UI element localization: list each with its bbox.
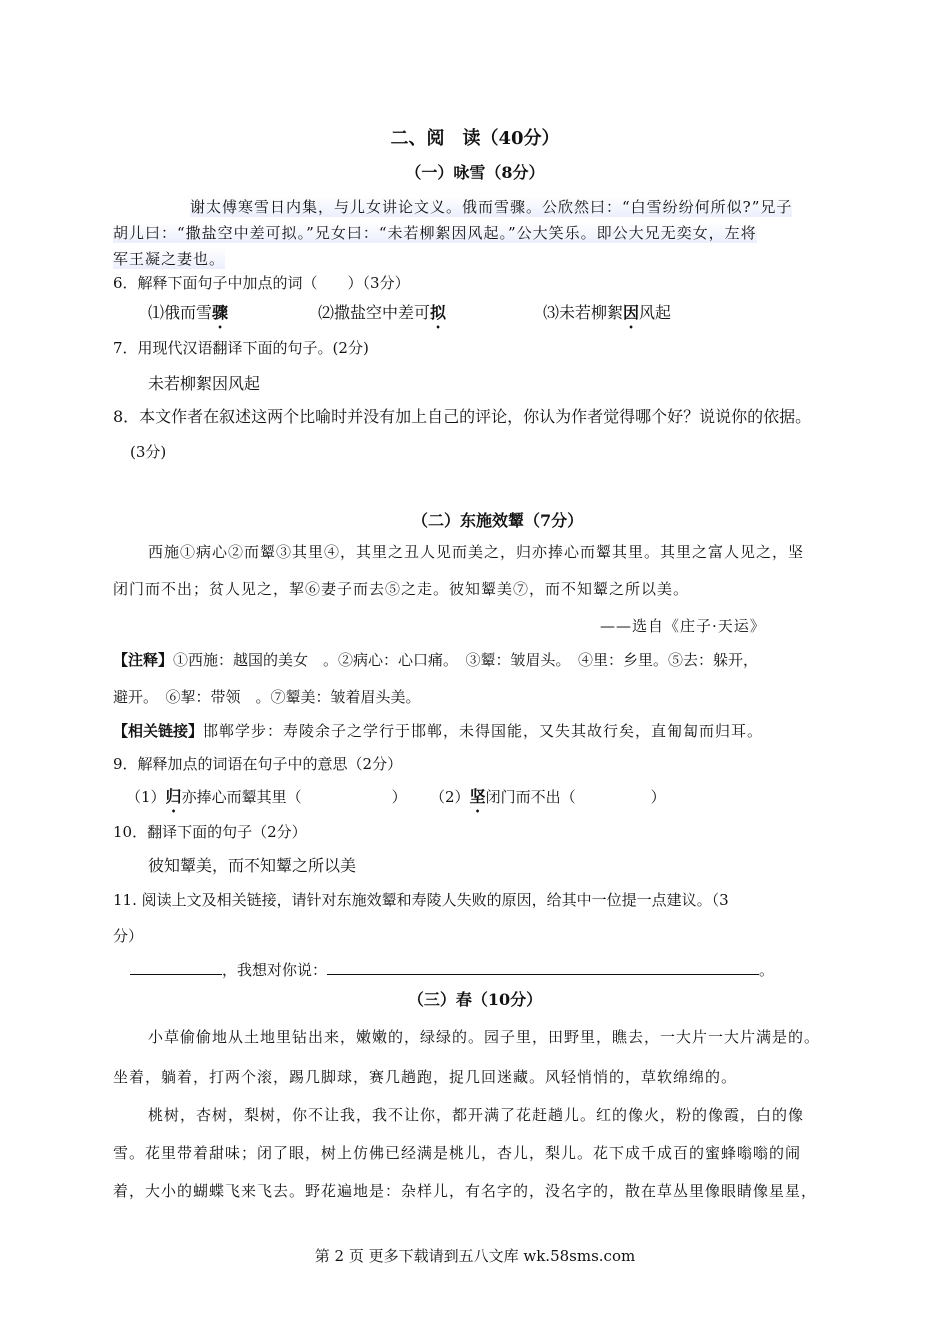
dotted-word: 归 bbox=[165, 787, 182, 806]
part2-notes-line: 避开。 ⑥挈：带领 。⑦颦美：皱着眉头美。 bbox=[113, 688, 421, 706]
question-11-cont: 分） bbox=[113, 927, 144, 945]
q6-item: ⑴俄而雪骤 bbox=[148, 303, 229, 322]
notes-label: 【注释】 bbox=[113, 651, 174, 669]
part1-passage-line: 军王凝之妻也。 bbox=[113, 250, 226, 268]
part1-passage-line: 胡儿曰：“撒盐空中差可拟。”兄女曰：“未若柳絮因风起。”公大笑乐。即公大兄无奕女，左将 bbox=[113, 224, 757, 242]
part2-passage-line: 西施①病心②而颦③其里④，其里之丑人见而美之，归亦捧心而颦其里。其里之富人见之，坚 bbox=[148, 543, 805, 561]
part3-title: （三）春（10分） bbox=[407, 990, 543, 1009]
q11-answer-line: ，我想对你说： 。 bbox=[130, 958, 774, 980]
answer-blank[interactable] bbox=[130, 958, 222, 975]
question-7: 7．用现代汉语翻译下面的句子。(2分) bbox=[113, 339, 369, 357]
part2-title: （二）东施效颦（7分） bbox=[412, 511, 584, 530]
q8-score: (3分) bbox=[130, 443, 167, 461]
answer-blank[interactable] bbox=[327, 958, 759, 975]
part1-passage-line: 谢太傅寒雪日内集，与儿女讲论文义。俄而雪骤。公欣然曰：“白雪纷纷何所似?”兄子 bbox=[190, 198, 793, 216]
dotted-word: 拟 bbox=[430, 303, 447, 322]
dotted-word: 骤 bbox=[212, 303, 229, 322]
part3-passage-line: 着，大小的蝴蝶飞来飞去。野花遍地是：杂样儿，有名字的，没名字的，散在草丛里像眼睛像星星， bbox=[113, 1182, 818, 1200]
question-6: 6．解释下面句子中加点的词（ ）（3分） bbox=[113, 274, 410, 292]
question-8: 8．本文作者在叙述这两个比喻时并没有加上自己的评论，你认为作者觉得哪个好？说说你的依据。 bbox=[113, 407, 812, 426]
related-link-label: 【相关链接】 bbox=[113, 722, 204, 740]
section-title: 二、阅 读（40分） bbox=[390, 128, 560, 149]
q9-item: （2）坚闭门而不出（ ） bbox=[430, 787, 666, 806]
dotted-word: 因 bbox=[623, 303, 640, 322]
q6-item: ⑶未若柳絮因风起 bbox=[543, 303, 672, 322]
question-9: 9．解释加点的词语在句子中的意思（2分） bbox=[113, 755, 403, 773]
q6-item: ⑵撒盐空中差可拟 bbox=[318, 303, 447, 322]
question-10: 10．翻译下面的句子（2分） bbox=[113, 823, 307, 841]
q7-sentence: 未若柳絮因风起 bbox=[148, 374, 261, 393]
part2-source: ——选自《庄子·天运》 bbox=[600, 617, 766, 635]
part3-passage-line: 桃树，杏树，梨树，你不让我，我不让你，都开满了花赶趟儿。红的像火，粉的像霞，白的像 bbox=[148, 1106, 805, 1124]
part3-passage-line: 雪。花里带着甜味；闭了眼，树上仿佛已经满是桃儿，杏儿，梨儿。花下成千成百的蜜蜂嗡嗡的闹 bbox=[113, 1144, 802, 1162]
part1-title: （一）咏雪（8分） bbox=[405, 163, 545, 182]
q9-item: （1）归亦捧心而颦其里（ ） bbox=[126, 787, 407, 806]
part2-notes-line: 【注释】①西施：越国的美女 。②病心：心口痛。 ③颦：皱眉头。 ④里：乡里。⑤去：躲开， bbox=[113, 651, 759, 669]
part2-passage-line: 闭门而不出；贫人见之，挈⑥妻子而去⑤之走。彼知颦美⑦，而不知颦之所以美。 bbox=[113, 580, 690, 598]
page-footer: 第 2 页 更多下载请到五八文库 wk.58sms.com bbox=[314, 1247, 636, 1265]
related-link: 【相关链接】邯郸学步：寿陵余子之学行于邯郸，未得国能，又失其故行矣，直匍匐而归耳。 bbox=[113, 722, 764, 740]
part3-passage-line: 坐着，躺着，打两个滚，踢几脚球，赛几趟跑，捉几回迷藏。风轻悄悄的，草软绵绵的。 bbox=[113, 1068, 738, 1086]
part3-passage-line: 小草偷偷地从土地里钻出来，嫩嫩的，绿绿的。园子里，田野里，瞧去，一大片一大片满是的。 bbox=[148, 1028, 821, 1046]
dotted-word: 坚 bbox=[469, 787, 486, 806]
question-11: 11. 阅读上文及相关链接，请针对东施效颦和寿陵人失败的原因，给其中一位提一点建议。（3 bbox=[113, 891, 729, 909]
q10-sentence: 彼知颦美，而不知颦之所以美 bbox=[148, 856, 357, 875]
